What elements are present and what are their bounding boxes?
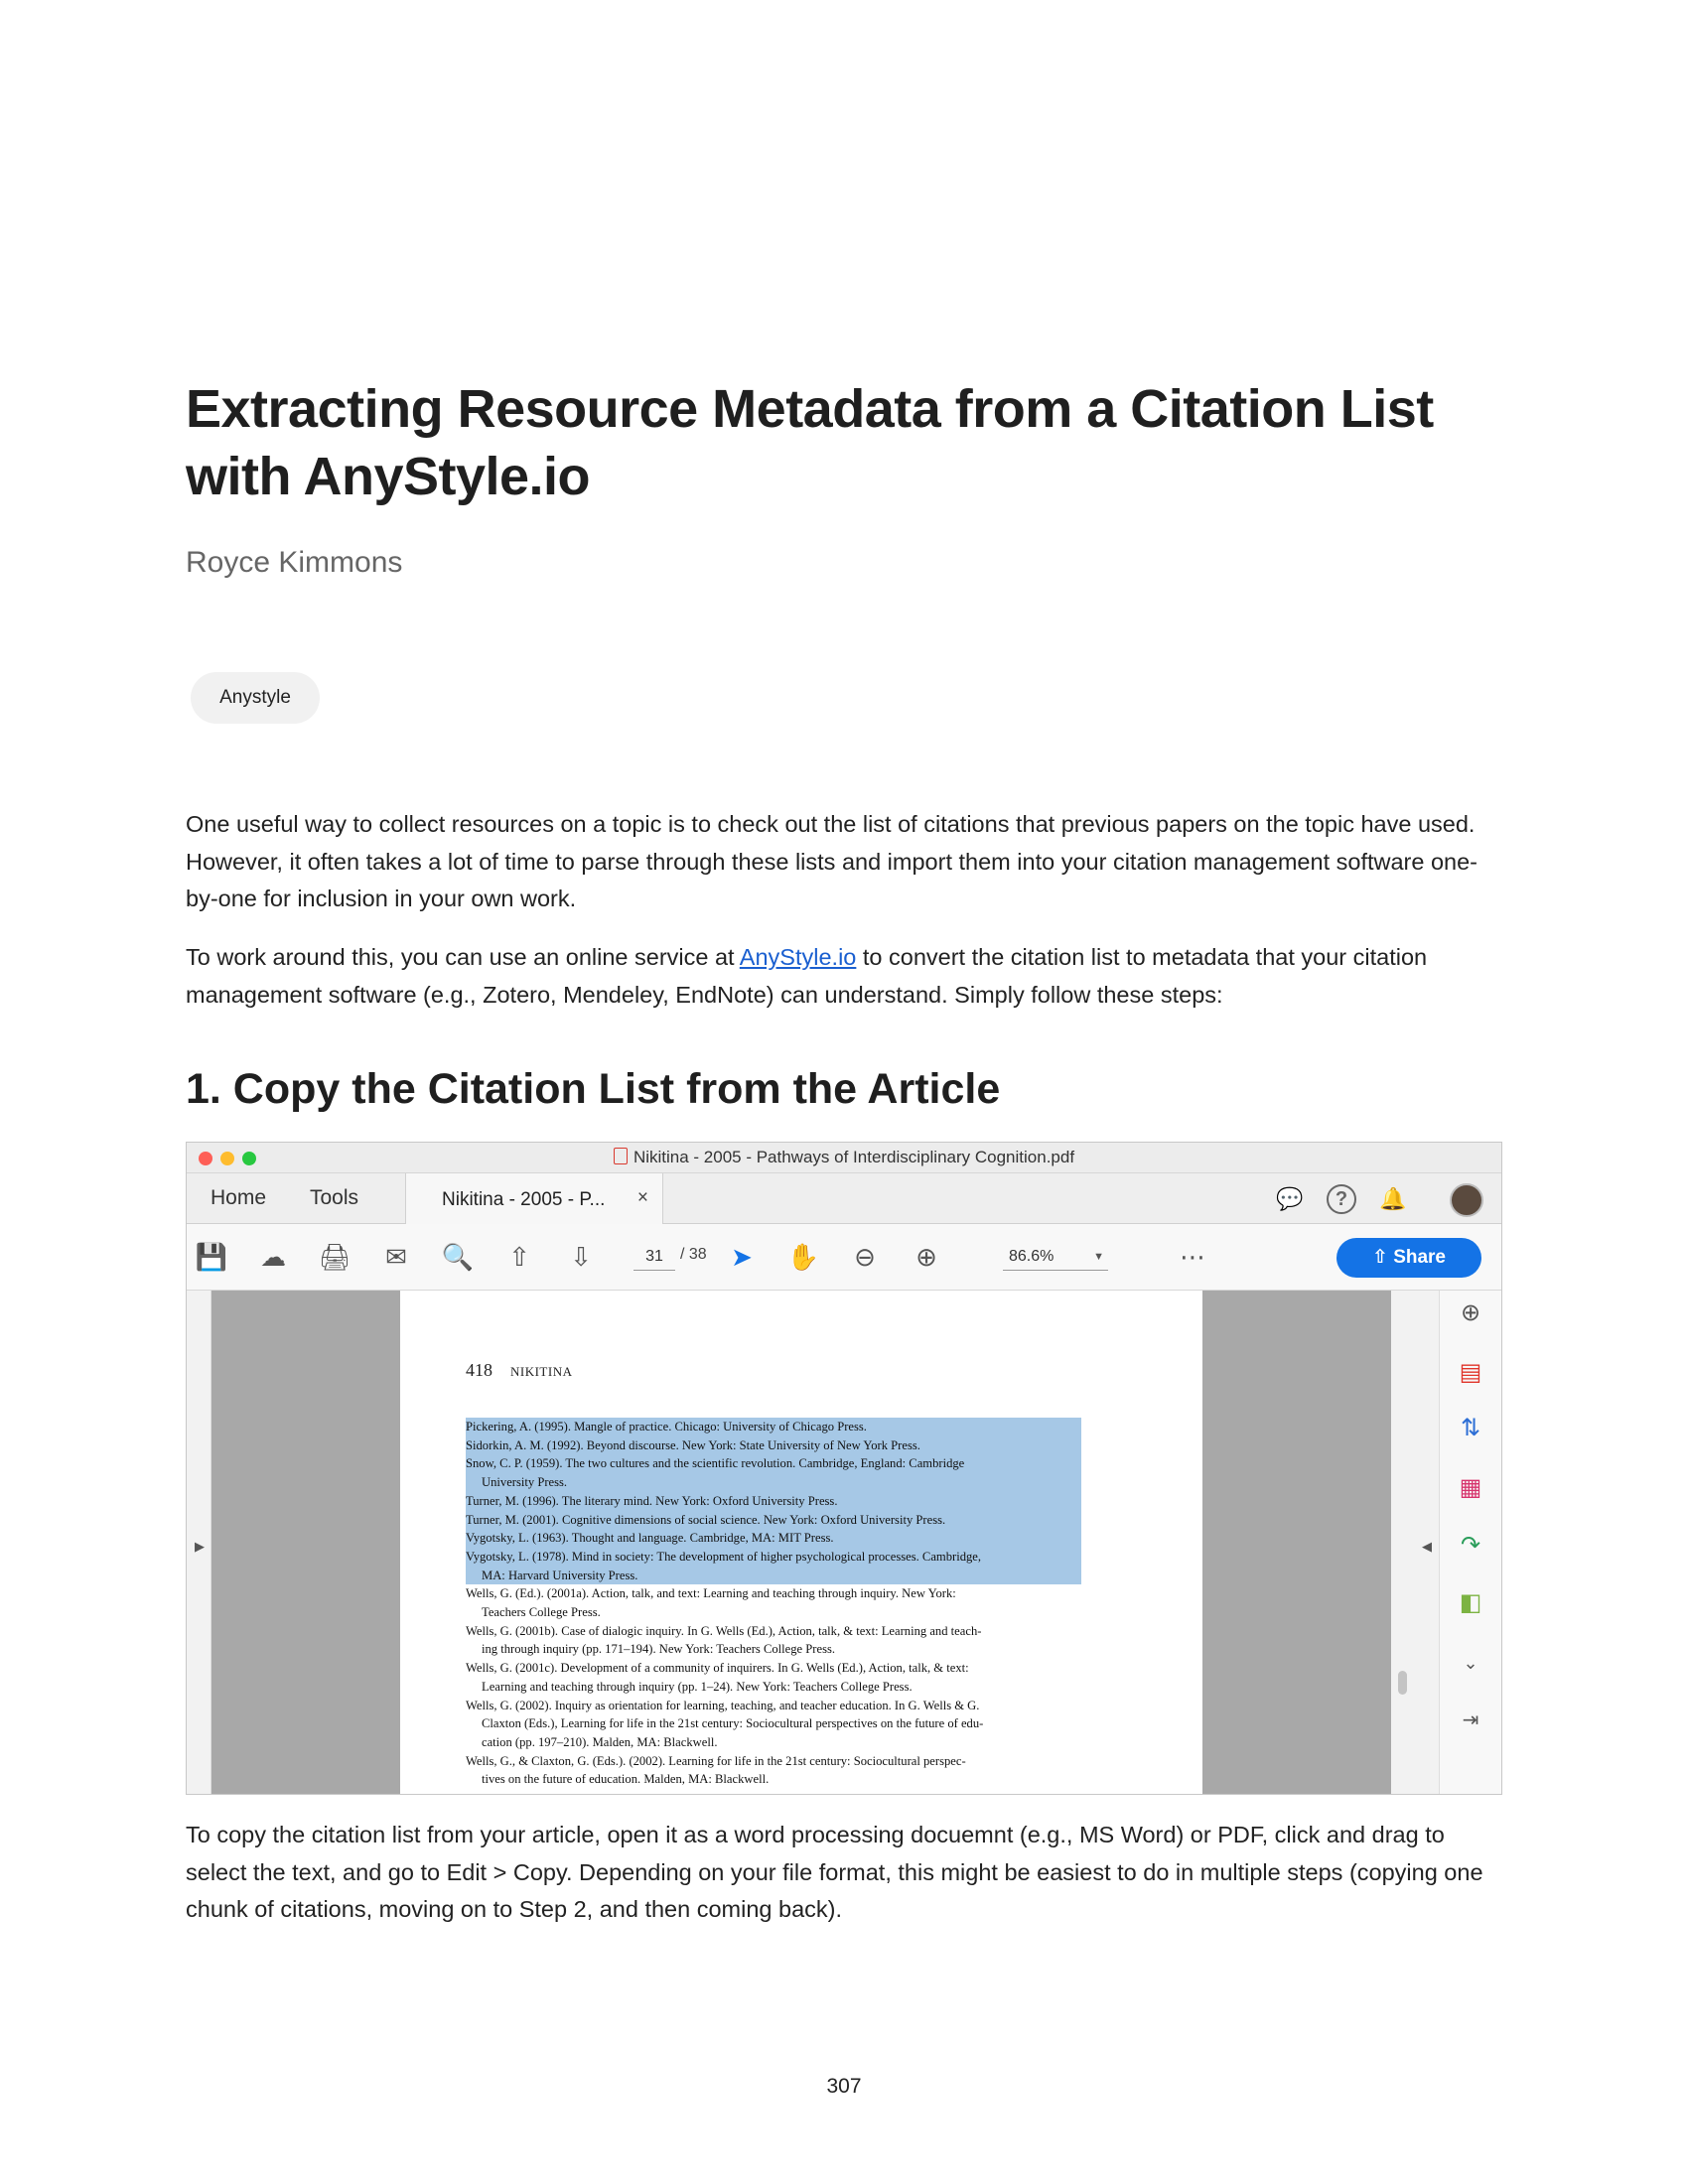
tab-document[interactable] <box>405 1173 663 1224</box>
chevron-down-icon: ▼ <box>1093 1251 1104 1263</box>
share-upload-icon: ⇧ <box>1371 1247 1388 1268</box>
document-background-left <box>211 1291 400 1795</box>
intro-paragraph-2 <box>186 939 1506 1014</box>
reference-line: ing through inquiry (pp. 171–194). New York: Teachers College Press. <box>482 1642 836 1657</box>
enhance-zoom-icon[interactable]: ⊕ <box>1460 1299 1481 1326</box>
reference-line: cation (pp. 197–210). Malden, MA: Blackwell. <box>482 1734 718 1749</box>
anystyle-link[interactable]: AnyStyle.io <box>739 944 857 970</box>
search-icon[interactable]: 🔍 <box>441 1242 475 1272</box>
vertical-scrollbar[interactable] <box>1391 1291 1415 1795</box>
close-tab-icon[interactable]: × <box>636 1187 648 1208</box>
reference-line: University Press. <box>482 1475 568 1490</box>
reference-line: Wells, G. (2001b). Case of dialogic inquiry. In G. Wells (Ed.), Action, talk, & text: Learning and teach- <box>466 1623 982 1638</box>
tab-home[interactable]: Home <box>211 1186 267 1209</box>
email-icon[interactable]: ✉ <box>385 1242 407 1272</box>
page-total: / 38 <box>680 1246 707 1263</box>
reference-line: MA: Harvard University Press. <box>482 1568 638 1582</box>
toolbar <box>187 1224 1501 1291</box>
page-number-input[interactable]: 31 <box>633 1244 675 1271</box>
tools-rail <box>1440 1291 1501 1795</box>
previous-page-icon[interactable]: ⇧ <box>508 1242 530 1272</box>
tab-tools[interactable]: Tools <box>310 1186 359 1209</box>
chevron-down-icon[interactable]: ⌄ <box>1463 1653 1478 1673</box>
zoom-level-value: 86.6% <box>1009 1248 1055 1265</box>
reference-line: tives on the future of education. Malden, MA: Blackwell. <box>482 1772 770 1787</box>
comments-icon[interactable]: 💬 <box>1276 1186 1304 1211</box>
avatar[interactable] <box>1450 1183 1483 1217</box>
reference-line: Wells, G. (2001c). Development of a community of inquirers. In G. Wells (Ed.), Action, talk, & text: <box>466 1661 969 1676</box>
reference-entry[interactable] <box>466 1418 1081 1436</box>
share-button-label: Share <box>1393 1247 1446 1268</box>
reference-line: Snow, C. P. (1959). The two cultures and the scientific revolution. Cambridge, England: Cambridge <box>466 1456 965 1471</box>
pdf-file-icon <box>614 1148 628 1164</box>
reference-entry[interactable] <box>466 1697 1081 1752</box>
scrollbar-thumb[interactable] <box>1398 1671 1407 1695</box>
reference-entry[interactable] <box>466 1529 1081 1548</box>
collapse-right-panel-icon[interactable]: ◀ <box>1422 1539 1432 1554</box>
reference-line: Pickering, A. (1995). Mangle of practice. Chicago: University of Chicago Press. <box>466 1420 867 1433</box>
author-name: Royce Kimmons <box>186 546 403 579</box>
reference-line: Vygotsky, L. (1963). Thought and language. Cambridge, MA: MIT Press. <box>466 1531 834 1546</box>
intro-paragraph-1: One useful way to collect resources on a topic is to check out the list of citations that previous papers on the topic have used. However, it often takes a lot of time to parse through these lists and import them into your citation management software one-by-one for inclusion in your own work. <box>186 811 1478 911</box>
more-options-icon[interactable]: ⋯ <box>1180 1242 1205 1272</box>
window-title <box>187 1148 1501 1167</box>
reference-entry[interactable] <box>466 1548 1081 1584</box>
pdf-page-number: 418 <box>466 1360 492 1380</box>
intro-text-after-link: to convert the citation list to metadata that your citation management software (e.g., Zotero, Mendeley, EndNote) can understand. Simply follow these steps: <box>186 944 1428 1008</box>
zoom-level-select[interactable] <box>1003 1244 1108 1271</box>
pdf-running-head: NIKITINA <box>510 1364 573 1379</box>
reference-line: Turner, M. (1996). The literary mind. New York: Oxford University Press. <box>466 1493 838 1508</box>
zoom-out-icon[interactable]: ⊖ <box>854 1242 876 1272</box>
intro-text-before-link: To work around this, you can use an online service at <box>186 944 740 970</box>
pdf-page[interactable] <box>400 1291 1202 1795</box>
left-panel-toggle[interactable] <box>187 1291 211 1795</box>
reference-entry[interactable] <box>466 1492 1081 1511</box>
reference-entry[interactable] <box>466 1622 1081 1659</box>
reference-line: Vygotsky, L. (1978). Mind in society: The development of higher psychological processes. Cambridge, <box>466 1549 982 1564</box>
reference-entry[interactable] <box>466 1752 1081 1789</box>
tab-bar <box>187 1173 1501 1224</box>
reference-entry[interactable] <box>466 1511 1081 1530</box>
window-titlebar <box>187 1143 1501 1173</box>
reference-entry[interactable] <box>466 1659 1081 1696</box>
window-title-text: Nikitina - 2005 - Pathways of Interdisciplinary Cognition.pdf <box>633 1148 1075 1166</box>
document-background-right <box>1202 1291 1391 1795</box>
tab-document-label: Nikitina - 2005 - P... <box>442 1189 606 1210</box>
upload-cloud-icon[interactable]: ☁ <box>260 1242 286 1272</box>
collapse-rail-icon[interactable]: ⇥ <box>1462 1709 1479 1731</box>
reference-line: Teachers College Press. <box>482 1605 601 1620</box>
notifications-bell-icon[interactable]: 🔔 <box>1379 1186 1407 1211</box>
pdf-page-header <box>466 1360 572 1381</box>
acrobat-screenshot <box>186 1142 1502 1795</box>
right-panel-toggle[interactable] <box>1415 1291 1440 1795</box>
save-icon[interactable]: 💾 <box>195 1242 228 1272</box>
reference-line: Wells, G. (Ed.). (2001a). Action, talk, and text: Learning and teaching through inquiry. New York: <box>466 1586 956 1601</box>
reference-list <box>466 1418 1081 1789</box>
create-pdf-icon[interactable]: ▤ <box>1459 1359 1482 1386</box>
print-icon[interactable]: 🖨 <box>318 1242 352 1272</box>
zoom-in-icon[interactable]: ⊕ <box>915 1242 937 1272</box>
document-title: Extracting Resource Metadata from a Citation List with AnyStyle.io <box>186 379 1434 506</box>
share-button[interactable] <box>1336 1238 1481 1278</box>
reference-line: Sidorkin, A. M. (1992). Beyond discourse. New York: State University of New York Press. <box>466 1437 920 1452</box>
expand-left-panel-icon[interactable]: ▶ <box>195 1539 205 1554</box>
next-page-icon[interactable]: ⇩ <box>570 1242 592 1272</box>
reference-line: Turner, M. (2001). Cognitive dimensions of social science. New York: Oxford University Press. <box>466 1512 946 1527</box>
reference-line: Wells, G., & Claxton, G. (Eds.). (2002). Learning for life in the 21st century: Sociocultural perspec- <box>466 1753 966 1768</box>
export-pdf-icon[interactable]: ↷ <box>1460 1532 1481 1559</box>
reference-entry[interactable] <box>466 1454 1081 1491</box>
section-1-body: To copy the citation list from your article, open it as a word processing docuemnt (e.g., MS Word) or PDF, click and drag to select the text, and go to Edit > Copy. Depending on your file format, this might be easiest to do in multiple steps (copying one chunk of citations, moving on to Step 2, and then coming back). <box>186 1822 1483 1922</box>
reference-entry[interactable] <box>466 1436 1081 1455</box>
help-icon[interactable]: ? <box>1327 1184 1356 1214</box>
select-cursor-icon[interactable]: ➤ <box>731 1242 753 1272</box>
edit-pdf-icon[interactable]: ◧ <box>1459 1589 1482 1616</box>
page-number: 307 <box>826 2075 862 2098</box>
organize-pages-icon[interactable]: ▦ <box>1459 1474 1482 1501</box>
reference-line: Learning and teaching through inquiry (pp. 1–24). New York: Teachers College Press. <box>482 1679 913 1694</box>
reference-entry[interactable] <box>466 1584 1081 1621</box>
reference-line: Wells, G. (2002). Inquiry as orientation for learning, teaching, and teacher education. In G. Wells & G. <box>466 1698 980 1712</box>
hand-tool-icon[interactable]: ✋ <box>786 1242 820 1272</box>
combine-files-icon[interactable]: ⇅ <box>1460 1415 1481 1441</box>
section-heading-1: 1. Copy the Citation List from the Article <box>186 1065 1001 1113</box>
tag-anystyle[interactable]: Anystyle <box>191 672 320 724</box>
reference-line: Claxton (Eds.), Learning for life in the 21st century: Sociocultural perspectives on the future of edu- <box>482 1716 984 1731</box>
